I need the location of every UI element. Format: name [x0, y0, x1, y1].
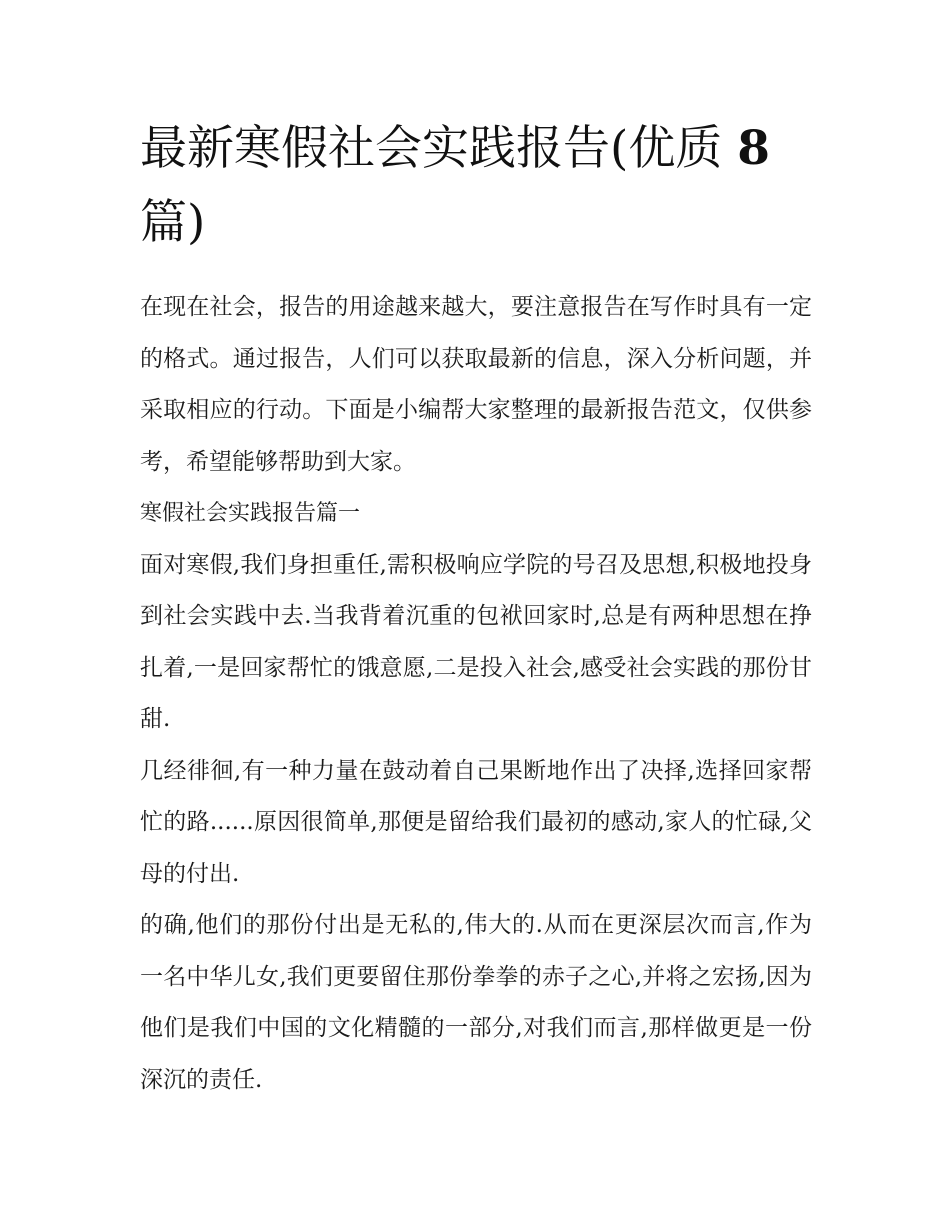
body-paragraph-2: 几经徘徊,有一种力量在鼓动着自己果断地作出了决择,选择回家帮忙的路......原因很简单,那便是留给我们最初的感动,家人的忙碌,父母的付出.	[140, 757, 812, 887]
body-paragraph-1: 面对寒假,我们身担重任,需积极响应学院的号召及思想,积极地投身到社会实践中去.当我背着沉重的包袱回家时,总是有两种思想在挣扎着,一是回家帮忙的饿意愿,二是投入社会,感受社会实践的那份甘甜.	[140, 551, 812, 732]
section-heading: 寒假社会实践报告篇一	[140, 501, 361, 526]
intro-paragraph: 在现在社会，报告的用途越来越大，要注意报告在写作时具有一定的格式。通过报告，人们可以获取最新的信息，深入分析问题，并采取相应的行动。下面是小编帮大家整理的最新报告范文，仅供参考，希望能够帮助到大家。	[140, 294, 812, 475]
document-title: 最新寒假社会实践报告(优质 8 篇)	[140, 121, 770, 250]
document-body	[140, 282, 812, 1106]
body-paragraph-3: 的确,他们的那份付出是无私的,伟大的.从而在更深层次而言,作为一名中华儿女,我们更要留住那份拳拳的赤子之心,并将之宏扬,因为他们是我们中国的文化精髓的一部分,对我们而言,那样做更是一份深沉的责任.	[140, 912, 812, 1093]
